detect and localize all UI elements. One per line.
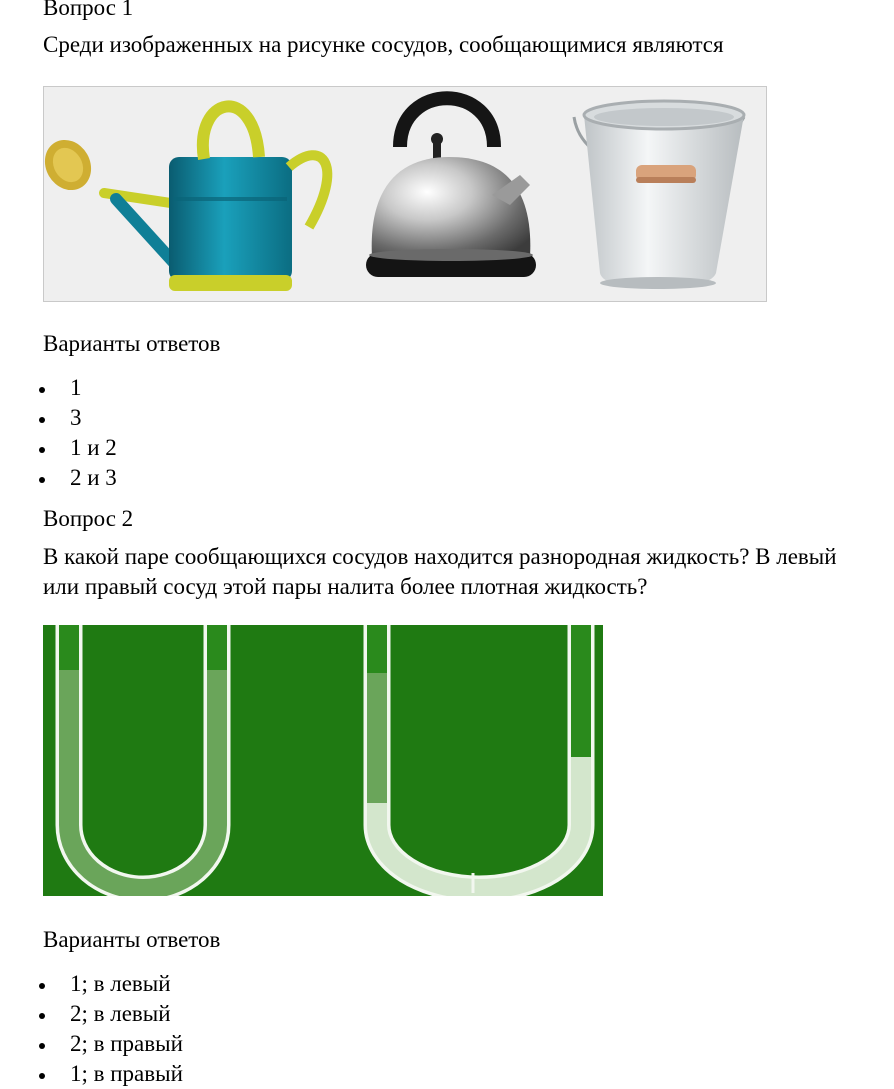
option-2[interactable]: 2; в левый bbox=[0, 999, 183, 1029]
option-1[interactable]: 1 bbox=[0, 373, 117, 403]
vessels-image bbox=[43, 86, 767, 302]
option-1[interactable]: 1; в левый bbox=[0, 969, 183, 999]
question-1-title: Вопрос 1 bbox=[43, 0, 134, 20]
question-1-options bbox=[0, 373, 117, 493]
option-3[interactable]: 1 и 2 bbox=[0, 433, 117, 463]
question-2-answers-heading: Варианты ответов bbox=[43, 927, 221, 952]
question-2-title: Вопрос 2 bbox=[43, 506, 134, 531]
question-2-text: В какой паре сообщающихся сосудов находится разнородная жидкость? В левый или правый сосуд этой пары налита более плотная жидкость? bbox=[43, 544, 837, 599]
question-1-answers-heading: Варианты ответов bbox=[43, 331, 221, 356]
option-4[interactable]: 2 и 3 bbox=[0, 463, 117, 493]
question-2-options bbox=[0, 969, 183, 1089]
option-3[interactable]: 2; в правый bbox=[0, 1029, 183, 1059]
u-tubes-image bbox=[43, 625, 603, 896]
option-2[interactable]: 3 bbox=[0, 403, 117, 433]
watering-can-icon bbox=[44, 106, 327, 291]
bucket-icon bbox=[574, 101, 744, 290]
option-4[interactable]: 1; в правый bbox=[0, 1059, 183, 1089]
kettle-icon bbox=[366, 98, 536, 277]
question-1-text: Среди изображенных на рисунке сосудов, сообщающимися являются bbox=[43, 32, 724, 57]
